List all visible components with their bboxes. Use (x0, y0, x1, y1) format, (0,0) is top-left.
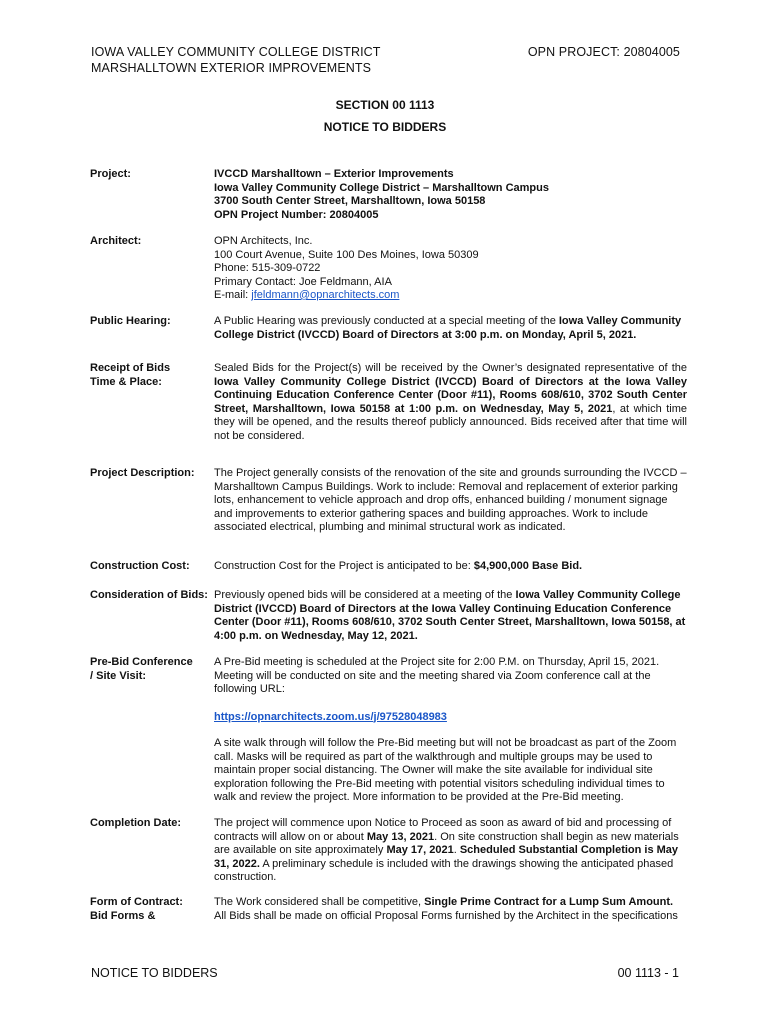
project-line: OPN Project Number: 20804005 (214, 208, 379, 221)
architect-email-link[interactable]: jfeldmann@opnarchitects.com (251, 289, 400, 301)
description-label: Project Description: (90, 467, 195, 479)
section-number: SECTION 00 1113 (335, 98, 435, 112)
architect-line: 100 Court Avenue, Suite 100 Des Moines, Iowa 50309 (214, 248, 479, 261)
email-prefix: E-mail: (214, 289, 252, 301)
completion-bold-2: May 17, 2021 (386, 844, 454, 856)
cost-text (214, 560, 687, 574)
receipt-label (90, 362, 215, 389)
hearing-bold: Iowa Valley Community College District (IVCCD) Board of Directors at 3:00 p.m. on Monday, April 5, 2021. (214, 315, 682, 341)
hearing-text: A Public Hearing was previously conducted at a special meeting of the (214, 315, 559, 327)
architect-line: OPN Architects, Inc. (214, 235, 313, 247)
consideration-text-1: Previously opened bids will be considered at a meeting of the (214, 589, 516, 601)
consideration-label: Consideration of Bids: (90, 589, 208, 601)
public-hearing-label: Public Hearing: (90, 315, 171, 327)
project-line: 3700 South Center Street, Marshalltown, Iowa 50158 (214, 195, 486, 207)
completion-text-4: A preliminary schedule is included with the drawings showing the anticipated phased construction. (214, 857, 674, 883)
completion-text-1: The project will commence upon Notice to Proceed as soon as award of bid and processing of contracts will allow on or about (214, 817, 672, 843)
consideration-text (214, 589, 687, 643)
contract-label (90, 896, 215, 923)
completion-bold-1: May 13, 2021 (366, 830, 435, 843)
description-text: The Project generally consists of the renovation of the site and grounds surrounding the IVCCD – Marshalltown Campus Buildings. Work to include: Removal and replacement of exterior parking lots, enhancement to vehicle approach and drop offs, enhanced building / monument signage and improvements to exterior gathering spaces and building approaches. Work to include associated electrical, plumbing and minimal structural work as indicated. (214, 467, 687, 533)
project-line: Iowa Valley Community College District – Marshalltown Campus (214, 181, 549, 194)
receipt-text-1: Sealed Bids for the Project(s) will be received by the Owner’s designated representative of the (214, 362, 687, 374)
architect-line: Phone: 515-309-0722 (214, 262, 321, 274)
cost-label: Construction Cost: (90, 560, 190, 572)
project-details (214, 168, 687, 222)
contract-bold: Single Prime Contract for a Lump Sum Amount. (424, 896, 674, 908)
contract-label-line: Bid Forms & (90, 909, 156, 922)
completion-text-2: . On site construction shall begin as new materials are available on site approximately (214, 830, 679, 856)
prebid-label-line: / Site Visit: (90, 669, 147, 682)
header-college: IOWA VALLEY COMMUNITY COLLEGE DISTRICT (91, 45, 381, 59)
architect-label: Architect: (90, 235, 142, 247)
zoom-link[interactable]: https://opnarchitects.zoom.us/j/97528048983 (214, 710, 447, 723)
footer-page-number: 00 1113 - 1 (617, 966, 679, 980)
receipt-text-2: , at which time they will be opened, and the results thereof publicly announced. Bids received after that time will not be considered. (214, 402, 687, 442)
prebid-label-line: Pre-Bid Conference (90, 656, 193, 668)
section-title: NOTICE TO BIDDERS (323, 120, 447, 134)
header-left (91, 44, 381, 76)
consideration-bold: Iowa Valley Community College District (IVCCD) Board of Directors at the Iowa Valley Continuing Education Conference Center (Door #11), Rooms 608/610, 3702 South Center Street, Marshalltown, Iowa 50158, at 4:00 p.m. on Wednesday, May 12, 2021. (214, 589, 686, 642)
prebid-label (90, 656, 215, 683)
prebid-text-2: A site walk through will follow the Pre-Bid meeting but will not be broadcast as part of the Zoom call. Masks will be required as part of the walkthrough and multiple groups may be used to maintain proper social distancing. The Owner will make the site available for individual site exploration following the Pre-Bid meeting with potential visitors scheduling individual times to walk and review the project. More information to be provided at the Pre-Bid meeting. (214, 737, 677, 803)
architect-details (214, 235, 687, 303)
footer-title: NOTICE TO BIDDERS (91, 966, 218, 980)
contract-label-line: Form of Contract: (90, 896, 183, 908)
cost-bold: $4,900,000 Base Bid. (473, 560, 583, 572)
receipt-bold: Iowa Valley Community College District (IVCCD) Board of Directors at the Iowa Valley Continuing Education Conference Center (Door #11), Rooms 608/610, 3702 South Center Street, Marshalltown, Iowa 50158 at 1:00 p.m. on Wednesday, May 5, 2021 (214, 375, 687, 415)
prebid-text-1: A Pre-Bid meeting is scheduled at the Project site for 2:00 P.M. on Thursday, April 15, 2021. Meeting will be conducted on site and the meeting shared via Zoom conference call at the following URL: (214, 656, 660, 695)
header-project: MARSHALLTOWN EXTERIOR IMPROVEMENTS (91, 61, 372, 75)
contract-text-2: All Bids shall be made on official Proposal Forms furnished by the Architect in the specifications (214, 909, 678, 922)
completion-text-3: . (453, 844, 460, 856)
completion-bold-3: Scheduled Substantial Completion is May 31, 2022. (214, 844, 679, 870)
header-opn-project: OPN PROJECT: 20804005 (527, 45, 680, 59)
architect-email-line (214, 289, 687, 303)
project-label: Project: (90, 168, 131, 180)
receipt-label-line: Time & Place: (90, 375, 162, 388)
cost-text-1: Construction Cost for the Project is anticipated to be: (214, 560, 474, 572)
architect-line: Primary Contact: Joe Feldmann, AIA (214, 275, 392, 288)
receipt-label-line: Receipt of Bids (90, 362, 171, 374)
public-hearing-text (214, 315, 687, 342)
receipt-text (214, 362, 687, 443)
project-line: IVCCD Marshalltown – Exterior Improvements (214, 168, 454, 180)
completion-label: Completion Date: (90, 817, 182, 829)
contract-text (214, 896, 687, 923)
prebid-details (214, 656, 687, 805)
completion-text (214, 817, 687, 885)
contract-text-1: The Work considered shall be competitive, (214, 896, 425, 908)
